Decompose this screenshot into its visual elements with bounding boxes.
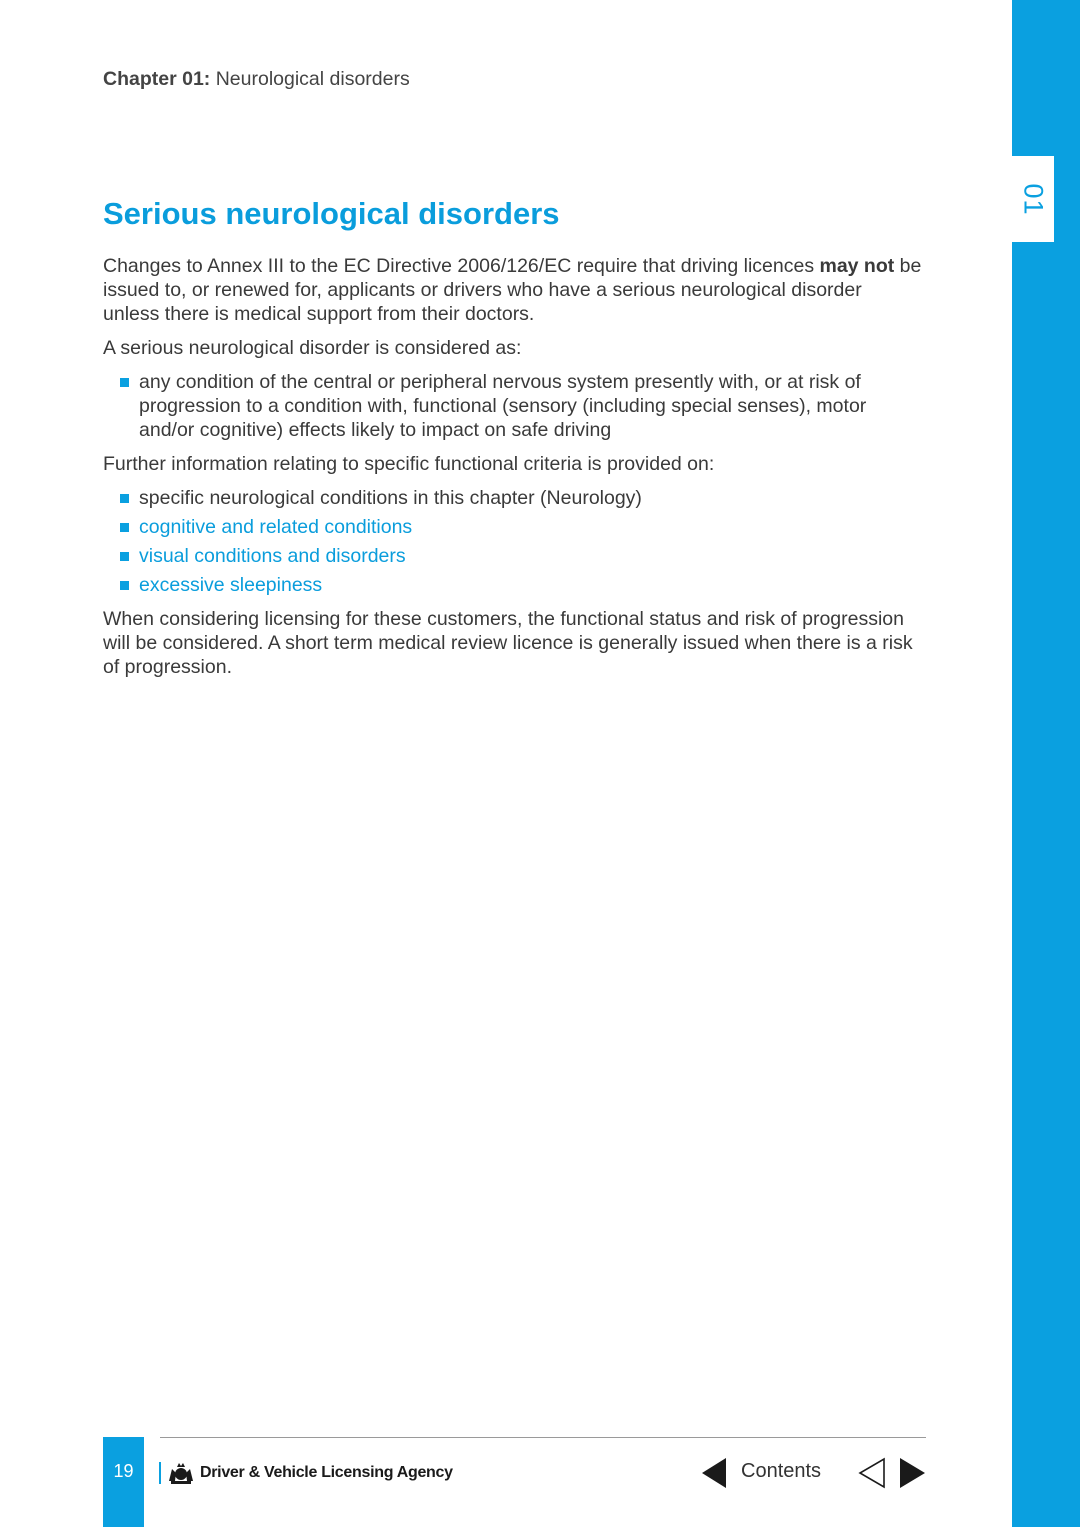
link-excessive-sleepiness[interactable]: excessive sleepiness: [139, 574, 323, 596]
list-item-text: any condition of the central or peripheral nervous system presently with, or at risk of progression to a condition with, functional (sensory (including special senses), motor and/or cognitive) effects likely to impact on safe driving: [139, 371, 867, 441]
breadcrumb-chapter-name: Neurological disorders: [215, 68, 410, 90]
chapter-tab[interactable]: [1012, 156, 1054, 242]
bullet-square-icon: [120, 552, 129, 561]
list-item: [103, 544, 923, 568]
previous-page-icon[interactable]: [858, 1457, 886, 1489]
breadcrumb-chapter-label: Chapter 01:: [103, 68, 211, 90]
back-triangle-icon[interactable]: [700, 1457, 728, 1489]
closing-paragraph: When considering licensing for these customers, the functional status and risk of progression will be considered. A short term medical review licence is generally issued when there is a risk of progression.: [103, 608, 913, 678]
list-item: [103, 486, 923, 510]
list-item: [103, 573, 923, 597]
page-number-box: [103, 1437, 144, 1527]
contents-link[interactable]: Contents: [741, 1460, 822, 1482]
definition-lead: A serious neurological disorder is considered as:: [103, 337, 522, 359]
intro-text-end: be issued to, or renewed for, applicants or drivers who have a serious neurological disorder unless there is medical support from their doctors.: [103, 255, 922, 325]
list-item-text: specific neurological conditions in this chapter (Neurology): [139, 487, 642, 509]
definition-list: [103, 370, 923, 442]
chapter-tab-number: 01: [1018, 182, 1049, 216]
agency-name: Driver & Vehicle Licensing Agency: [200, 1464, 453, 1481]
further-list: [103, 486, 923, 597]
main-content: [103, 254, 923, 689]
list-item: [103, 515, 923, 539]
bullet-square-icon: [120, 378, 129, 387]
page-title: Serious neurological disorders: [103, 196, 560, 231]
link-visual-conditions[interactable]: visual conditions and disorders: [139, 545, 406, 567]
bullet-square-icon: [120, 581, 129, 590]
intro-paragraph: [103, 254, 923, 326]
next-page-icon[interactable]: [898, 1457, 926, 1489]
link-cognitive-conditions[interactable]: cognitive and related conditions: [139, 516, 413, 538]
list-item: [103, 370, 923, 442]
agency-divider: [159, 1462, 161, 1484]
bullet-square-icon: [120, 494, 129, 503]
further-lead: Further information relating to specific functional criteria is provided on:: [103, 453, 715, 475]
footer-divider: [160, 1437, 926, 1438]
intro-bold-text: may not: [819, 255, 895, 277]
bullet-square-icon: [120, 523, 129, 532]
page-number: 19: [113, 1461, 134, 1481]
royal-crest-icon: [166, 1461, 196, 1485]
intro-text-start: Changes to Annex III to the EC Directive 2006/126/EC require that driving licences: [103, 255, 820, 277]
breadcrumb: [103, 68, 410, 91]
